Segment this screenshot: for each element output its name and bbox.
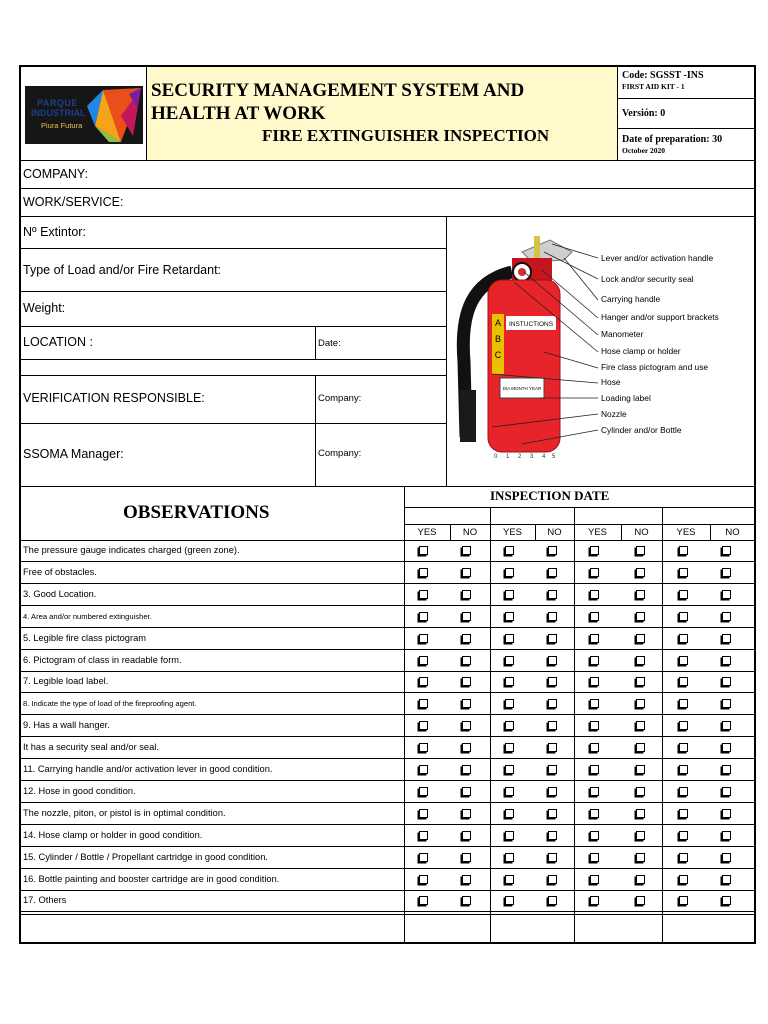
- no-checkbox[interactable]: [548, 853, 557, 862]
- yes-checkbox[interactable]: [679, 656, 688, 665]
- svg-text:B: B: [494, 334, 502, 344]
- no-checkbox[interactable]: [548, 568, 557, 577]
- yes-checkbox[interactable]: [679, 634, 688, 643]
- divider: [404, 507, 755, 508]
- no-checkbox[interactable]: [548, 787, 557, 796]
- yes-checkbox[interactable]: [419, 809, 428, 818]
- no-checkbox[interactable]: [548, 590, 557, 599]
- diagram-label-7: Hose: [601, 377, 621, 387]
- yes-checkbox[interactable]: [590, 831, 599, 840]
- yes-checkbox[interactable]: [679, 809, 688, 818]
- weight-field[interactable]: Weight:: [23, 301, 66, 315]
- ssoma-field[interactable]: SSOMA Manager:: [23, 447, 124, 461]
- divider: [20, 188, 755, 189]
- no-checkbox[interactable]: [636, 721, 645, 730]
- yes-checkbox[interactable]: [505, 896, 514, 905]
- table-row: [20, 759, 755, 781]
- ssoma-company-field[interactable]: Company:: [318, 448, 362, 459]
- logo-text-2: INDUSTRIAL: [31, 108, 86, 118]
- code-label: Code: SGSST -INS: [622, 70, 704, 81]
- diagram-label-2: Carrying handle: [601, 294, 661, 304]
- table-row: [20, 650, 755, 672]
- no-checkbox[interactable]: [462, 809, 471, 818]
- yes-checkbox[interactable]: [505, 546, 514, 555]
- yes-checkbox[interactable]: [419, 634, 428, 643]
- no-checkbox[interactable]: [636, 590, 645, 599]
- table-row: [20, 847, 755, 869]
- no-checkbox[interactable]: [636, 677, 645, 686]
- observation-label: 9. Has a wall hanger.: [23, 720, 110, 731]
- svg-text:4: 4: [542, 454, 546, 460]
- yes-checkbox[interactable]: [419, 831, 428, 840]
- yes-checkbox[interactable]: [505, 787, 514, 796]
- observation-label: 17. Others: [23, 895, 67, 906]
- svg-text:5: 5: [552, 454, 556, 460]
- yes-checkbox[interactable]: [419, 568, 428, 577]
- divider: [20, 914, 755, 915]
- no-checkbox[interactable]: [548, 546, 557, 555]
- yes-checkbox[interactable]: [419, 699, 428, 708]
- svg-text:A: A: [494, 318, 502, 328]
- no-checkbox[interactable]: [548, 765, 557, 774]
- diagram-label-0: Lever and/or activation handle: [601, 253, 714, 263]
- yes-checkbox[interactable]: [590, 721, 599, 730]
- verification-field[interactable]: VERIFICATION RESPONSIBLE:: [23, 391, 205, 405]
- divider: [20, 359, 446, 360]
- yes-checkbox[interactable]: [679, 875, 688, 884]
- yes-checkbox[interactable]: [679, 853, 688, 862]
- table-row: [20, 562, 755, 584]
- yes-checkbox[interactable]: [679, 677, 688, 686]
- no-checkbox[interactable]: [636, 896, 645, 905]
- no-column-header: NO: [547, 527, 562, 538]
- observation-label: 12. Hose in good condition.: [23, 785, 136, 796]
- code-divider-2: [618, 128, 755, 129]
- observation-label: 8. Indicate the type of load of the fireproofing agent.: [23, 699, 197, 709]
- yes-checkbox[interactable]: [505, 809, 514, 818]
- yes-checkbox[interactable]: [505, 656, 514, 665]
- no-checkbox[interactable]: [548, 743, 557, 752]
- no-checkbox[interactable]: [462, 656, 471, 665]
- yes-checkbox[interactable]: [590, 656, 599, 665]
- no-checkbox[interactable]: [722, 721, 731, 730]
- yes-checkbox[interactable]: [505, 590, 514, 599]
- yes-checkbox[interactable]: [679, 765, 688, 774]
- svg-text:C: C: [494, 350, 502, 360]
- logo-text-3: Piura Futura: [41, 121, 83, 130]
- divider: [20, 326, 446, 327]
- no-checkbox[interactable]: [636, 765, 645, 774]
- observation-label: 15. Cylinder / Bottle / Propellant cartridge in good condition.: [23, 851, 268, 862]
- observation-label: 6. Pictogram of class in readable form.: [23, 654, 182, 665]
- yes-checkbox[interactable]: [590, 809, 599, 818]
- yes-checkbox[interactable]: [505, 831, 514, 840]
- yes-checkbox[interactable]: [419, 853, 428, 862]
- logo: [25, 86, 143, 144]
- no-checkbox[interactable]: [462, 568, 471, 577]
- no-checkbox[interactable]: [722, 590, 731, 599]
- no-checkbox[interactable]: [462, 831, 471, 840]
- yes-checkbox[interactable]: [590, 743, 599, 752]
- no-checkbox[interactable]: [722, 743, 731, 752]
- yes-checkbox[interactable]: [679, 743, 688, 752]
- yes-checkbox[interactable]: [505, 699, 514, 708]
- no-checkbox[interactable]: [462, 721, 471, 730]
- observation-label: The pressure gauge indicates charged (green zone).: [23, 545, 240, 555]
- table-row: [20, 628, 755, 650]
- yes-checkbox[interactable]: [419, 656, 428, 665]
- yes-column-header: YES: [502, 527, 522, 538]
- no-checkbox[interactable]: [722, 765, 731, 774]
- svg-text:1: 1: [506, 454, 510, 460]
- yes-checkbox[interactable]: [590, 612, 599, 621]
- svg-text:0: 0: [494, 454, 498, 460]
- no-checkbox[interactable]: [462, 896, 471, 905]
- no-checkbox[interactable]: [722, 831, 731, 840]
- no-checkbox[interactable]: [722, 612, 731, 621]
- yes-checkbox[interactable]: [590, 590, 599, 599]
- divider: [20, 160, 755, 161]
- observation-label: 4. Area and/or numbered extinguisher.: [23, 611, 152, 621]
- no-checkbox[interactable]: [722, 568, 731, 577]
- yes-column-header: YES: [676, 527, 696, 538]
- yes-checkbox[interactable]: [419, 875, 428, 884]
- table-row: [20, 606, 755, 628]
- yes-checkbox[interactable]: [505, 568, 514, 577]
- no-checkbox[interactable]: [462, 612, 471, 621]
- no-checkbox[interactable]: [548, 699, 557, 708]
- no-checkbox[interactable]: [636, 656, 645, 665]
- yes-checkbox[interactable]: [505, 743, 514, 752]
- yes-checkbox[interactable]: [590, 853, 599, 862]
- title-line-1: SECURITY MANAGEMENT SYSTEM AND: [151, 80, 525, 101]
- observation-label: 14. Hose clamp or holder in good condition.: [23, 829, 203, 840]
- divider: [315, 326, 316, 359]
- yes-checkbox[interactable]: [419, 787, 428, 796]
- observation-label: It has a security seal and/or seal.: [23, 742, 159, 753]
- no-checkbox[interactable]: [636, 743, 645, 752]
- divider: [20, 291, 446, 292]
- extintor-no-field[interactable]: Nº Extintor:: [23, 225, 86, 239]
- no-column-header: NO: [725, 527, 740, 538]
- yes-checkbox[interactable]: [419, 743, 428, 752]
- no-checkbox[interactable]: [636, 831, 645, 840]
- yes-checkbox[interactable]: [679, 568, 688, 577]
- no-checkbox[interactable]: [722, 656, 731, 665]
- no-checkbox[interactable]: [636, 809, 645, 818]
- no-checkbox[interactable]: [722, 809, 731, 818]
- no-checkbox[interactable]: [548, 809, 557, 818]
- location-field[interactable]: LOCATION :: [23, 335, 93, 349]
- divider: [20, 216, 755, 217]
- diagram-label-10: Cylinder and/or Bottle: [601, 425, 682, 435]
- no-checkbox[interactable]: [462, 853, 471, 862]
- diagram-label-9: Nozzle: [601, 409, 627, 419]
- no-checkbox[interactable]: [636, 612, 645, 621]
- yes-checkbox[interactable]: [419, 590, 428, 599]
- table-row: [20, 540, 755, 562]
- company-field[interactable]: COMPANY:: [23, 167, 89, 181]
- logo-text-1: PARQUE: [37, 98, 78, 108]
- no-checkbox[interactable]: [548, 612, 557, 621]
- divider: [20, 423, 446, 424]
- table-row: [20, 803, 755, 825]
- no-checkbox[interactable]: [462, 677, 471, 686]
- date-prep-label: Date of preparation: 30: [622, 134, 723, 145]
- no-checkbox[interactable]: [462, 875, 471, 884]
- yes-checkbox[interactable]: [419, 896, 428, 905]
- yes-checkbox[interactable]: [505, 634, 514, 643]
- version-label: Versión: 0: [622, 108, 666, 119]
- yes-checkbox[interactable]: [505, 677, 514, 686]
- yes-checkbox[interactable]: [679, 721, 688, 730]
- yes-checkbox[interactable]: [419, 765, 428, 774]
- no-checkbox[interactable]: [548, 634, 557, 643]
- date-field[interactable]: Date:: [318, 338, 341, 349]
- observation-label: 3. Good Location.: [23, 588, 97, 599]
- no-checkbox[interactable]: [462, 743, 471, 752]
- table-row: [20, 693, 755, 715]
- code-divider-1: [618, 98, 755, 99]
- table-row: [20, 869, 755, 891]
- no-checkbox[interactable]: [722, 677, 731, 686]
- yes-checkbox[interactable]: [679, 896, 688, 905]
- form-subtitle: FIRE EXTINGUISHER INSPECTION: [262, 126, 550, 145]
- table-row: [20, 781, 755, 803]
- no-checkbox[interactable]: [462, 634, 471, 643]
- yes-checkbox[interactable]: [679, 612, 688, 621]
- yes-checkbox[interactable]: [505, 612, 514, 621]
- divider: [20, 486, 755, 487]
- yes-checkbox[interactable]: [419, 546, 428, 555]
- yes-checkbox[interactable]: [590, 677, 599, 686]
- code-sub: FIRST AID KIT - 1: [622, 82, 685, 91]
- table-row: [20, 671, 755, 693]
- no-checkbox[interactable]: [636, 853, 645, 862]
- divider: [20, 375, 446, 376]
- yes-checkbox[interactable]: [419, 721, 428, 730]
- yes-checkbox[interactable]: [590, 699, 599, 708]
- observation-label: 11. Carrying handle and/or activation lever in good condition.: [23, 764, 273, 774]
- yes-checkbox[interactable]: [590, 787, 599, 796]
- divider: [20, 248, 446, 249]
- no-checkbox[interactable]: [462, 546, 471, 555]
- svg-text:INSTUCTIONS: INSTUCTIONS: [508, 321, 554, 328]
- observations-heading: OBSERVATIONS: [123, 502, 270, 523]
- load-type-field[interactable]: Type of Load and/or Fire Retardant:: [23, 263, 222, 277]
- title-line-2: HEALTH AT WORK: [151, 103, 326, 124]
- svg-text:3: 3: [530, 454, 534, 460]
- yes-checkbox[interactable]: [679, 787, 688, 796]
- table-row: [20, 825, 755, 847]
- diagram-label-1: Lock and/or security seal: [601, 274, 694, 284]
- table-row: [20, 890, 755, 912]
- no-checkbox[interactable]: [462, 787, 471, 796]
- verification-company-field[interactable]: Company:: [318, 393, 362, 404]
- no-checkbox[interactable]: [722, 896, 731, 905]
- no-checkbox[interactable]: [722, 699, 731, 708]
- divider: [315, 375, 316, 486]
- no-column-header: NO: [462, 527, 478, 538]
- no-checkbox[interactable]: [548, 677, 557, 686]
- svg-text:DIA MONTH YEAR: DIA MONTH YEAR: [502, 386, 542, 391]
- observation-label: Free of obstacles.: [23, 566, 97, 577]
- yes-checkbox[interactable]: [419, 677, 428, 686]
- observation-label: 5. Legible fire class pictogram: [23, 632, 146, 643]
- no-checkbox[interactable]: [548, 896, 557, 905]
- observation-label: The nozzle, piton, or pistol is in optimal condition.: [23, 807, 226, 818]
- yes-checkbox[interactable]: [505, 765, 514, 774]
- no-checkbox[interactable]: [636, 699, 645, 708]
- no-checkbox[interactable]: [548, 721, 557, 730]
- no-checkbox[interactable]: [722, 634, 731, 643]
- yes-checkbox[interactable]: [679, 831, 688, 840]
- table-row: [20, 715, 755, 737]
- svg-text:2: 2: [518, 454, 522, 460]
- observation-label: 16. Bottle painting and booster cartridge are in good condition.: [23, 873, 280, 884]
- no-checkbox[interactable]: [722, 787, 731, 796]
- no-checkbox[interactable]: [722, 546, 731, 555]
- no-checkbox[interactable]: [462, 765, 471, 774]
- no-checkbox[interactable]: [548, 656, 557, 665]
- yes-checkbox[interactable]: [590, 765, 599, 774]
- no-checkbox[interactable]: [722, 853, 731, 862]
- yes-column-header: YES: [587, 527, 607, 538]
- yes-checkbox[interactable]: [590, 546, 599, 555]
- no-checkbox[interactable]: [636, 568, 645, 577]
- no-checkbox[interactable]: [722, 875, 731, 884]
- diagram-label-6: Fire class pictogram and use: [601, 362, 709, 372]
- no-checkbox[interactable]: [636, 787, 645, 796]
- no-checkbox[interactable]: [462, 699, 471, 708]
- yes-checkbox[interactable]: [419, 612, 428, 621]
- yes-checkbox[interactable]: [590, 568, 599, 577]
- no-checkbox[interactable]: [462, 590, 471, 599]
- yes-checkbox[interactable]: [505, 721, 514, 730]
- diagram-label-4: Manometer: [601, 329, 644, 339]
- no-checkbox[interactable]: [636, 875, 645, 884]
- no-checkbox[interactable]: [548, 875, 557, 884]
- yes-checkbox[interactable]: [505, 853, 514, 862]
- no-checkbox[interactable]: [636, 634, 645, 643]
- diagram-label-3: Hanger and/or support brackets: [601, 312, 719, 322]
- diagram-label-8: Loading label: [601, 393, 651, 403]
- yes-checkbox[interactable]: [679, 699, 688, 708]
- no-checkbox[interactable]: [636, 546, 645, 555]
- observation-label: 7. Legible load label.: [23, 676, 109, 687]
- table-row: [20, 737, 755, 759]
- no-checkbox[interactable]: [548, 831, 557, 840]
- no-column-header: NO: [634, 527, 649, 538]
- yes-column-header: YES: [417, 527, 437, 538]
- inspection-date-heading: INSPECTION DATE: [490, 488, 610, 503]
- yes-checkbox[interactable]: [679, 590, 688, 599]
- diagram-label-5: Hose clamp or holder: [601, 346, 681, 356]
- yes-checkbox[interactable]: [590, 634, 599, 643]
- yes-checkbox[interactable]: [590, 875, 599, 884]
- divider: [446, 216, 447, 486]
- yes-checkbox[interactable]: [590, 896, 599, 905]
- table-row: [20, 584, 755, 606]
- work-service-field[interactable]: WORK/SERVICE:: [23, 195, 124, 209]
- yes-checkbox[interactable]: [505, 875, 514, 884]
- date-prep-sub: October 2020: [622, 146, 665, 155]
- yes-checkbox[interactable]: [679, 546, 688, 555]
- divider: [404, 524, 755, 525]
